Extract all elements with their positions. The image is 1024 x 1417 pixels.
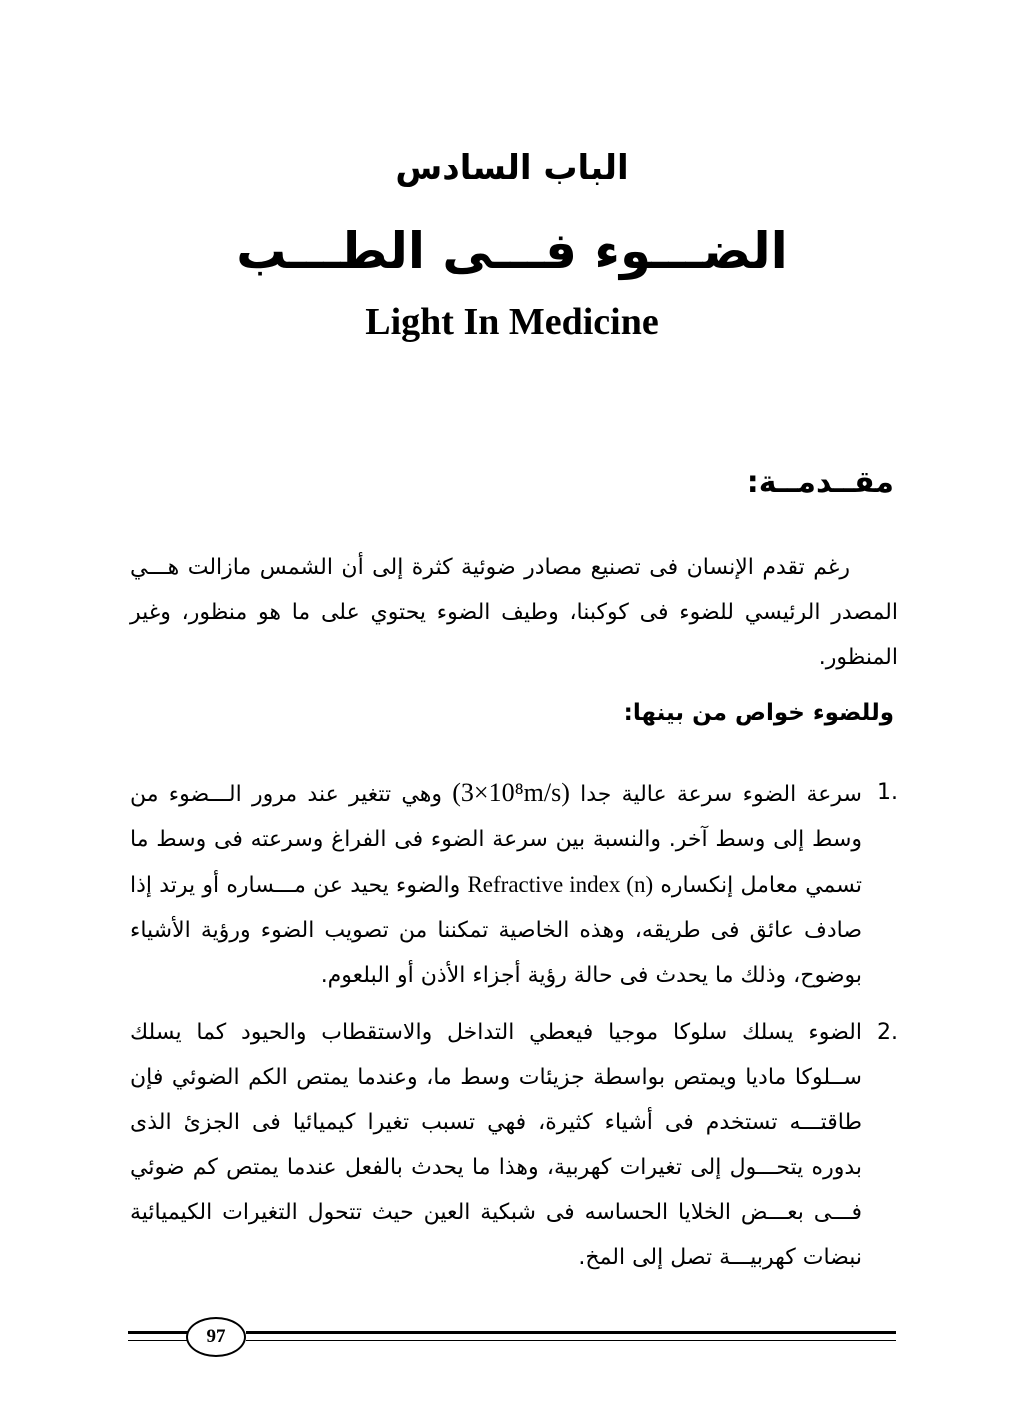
page-number [186, 1317, 246, 1357]
chapter-title: الضـــوء فـــى الطـــب [236, 222, 788, 280]
list-item-text [130, 770, 862, 998]
refractive-index-term: Refractive index (n) [467, 872, 654, 897]
properties-heading: وللضوء خواص من بينها: [623, 700, 894, 726]
item-text-part: والضوء يحيد عن مـــساره أو يرتد إذا صادف عائق فى طريقه، وهذه الخاصية تمكننا من تصويب الضوء ورؤية الأشياء بوضوح، وذلك ما يحدث فى حالة رؤية أجزاء الأذن أو البلعوم. [130, 873, 862, 988]
chapter-title-english: Light In Medicine [365, 301, 659, 343]
intro-heading: مقــدمــة: [746, 465, 894, 500]
list-item-text: الضوء يسلك سلوكا موجيا فيعطي التداخل والاستقطاب والحيود كما يسلك ســلوكا ماديا ويمتص بواسطة جزيئات وسط ما، وعندما يمتص الكم الضوئي فإن طاقتـــه تستخدم فى أشياء كثيرة، فهي تسبب تغيرا كيميائيا فى الجزئ الذى بدوره يتحـــول إلى تغيرات كهربية، وهذا ما يحدث بالفعل عندما يمتص كم ضوئي فـــى بعـــض الخلايا الحساسه فى شبكية العين حيث تتحول التغيرات الكيميائية نبضات كهربيـــة تصل إلى المخ. [130, 1020, 862, 1270]
speed-formula: (3×10⁸m/s) [452, 778, 570, 807]
intro-paragraph: رغم تقدم الإنسان فى تصنيع مصادر ضوئية كثرة إلى أن الشمس مازالت هـــي المصدر الرئيسي للضوء فى كوكبنا، وطيف الضوء يحتوي على ما هو منظور، وغير المنظور. [130, 555, 898, 670]
list-item-number: 2. [877, 1020, 898, 1045]
list-item [130, 770, 898, 998]
footer-rule-left [128, 1331, 188, 1341]
item-text-part: وهي تتغير عند مرور الـــضوء من وسط إلى وسط آخر. والنسبة بين سرعة الضوء فى الفراغ وسرعته فى وسط ما تسمي معامل إنكساره [130, 782, 863, 898]
page-number-text: 97 [206, 1326, 226, 1347]
list-item-number: 1. [877, 780, 898, 805]
list-item [130, 1010, 898, 1280]
footer-rule-right [246, 1331, 896, 1341]
properties-list [130, 770, 898, 1292]
chapter-label: الباب السادس [395, 148, 629, 188]
item-text-part: سرعة الضوء سرعة عالية جدا [580, 782, 862, 807]
